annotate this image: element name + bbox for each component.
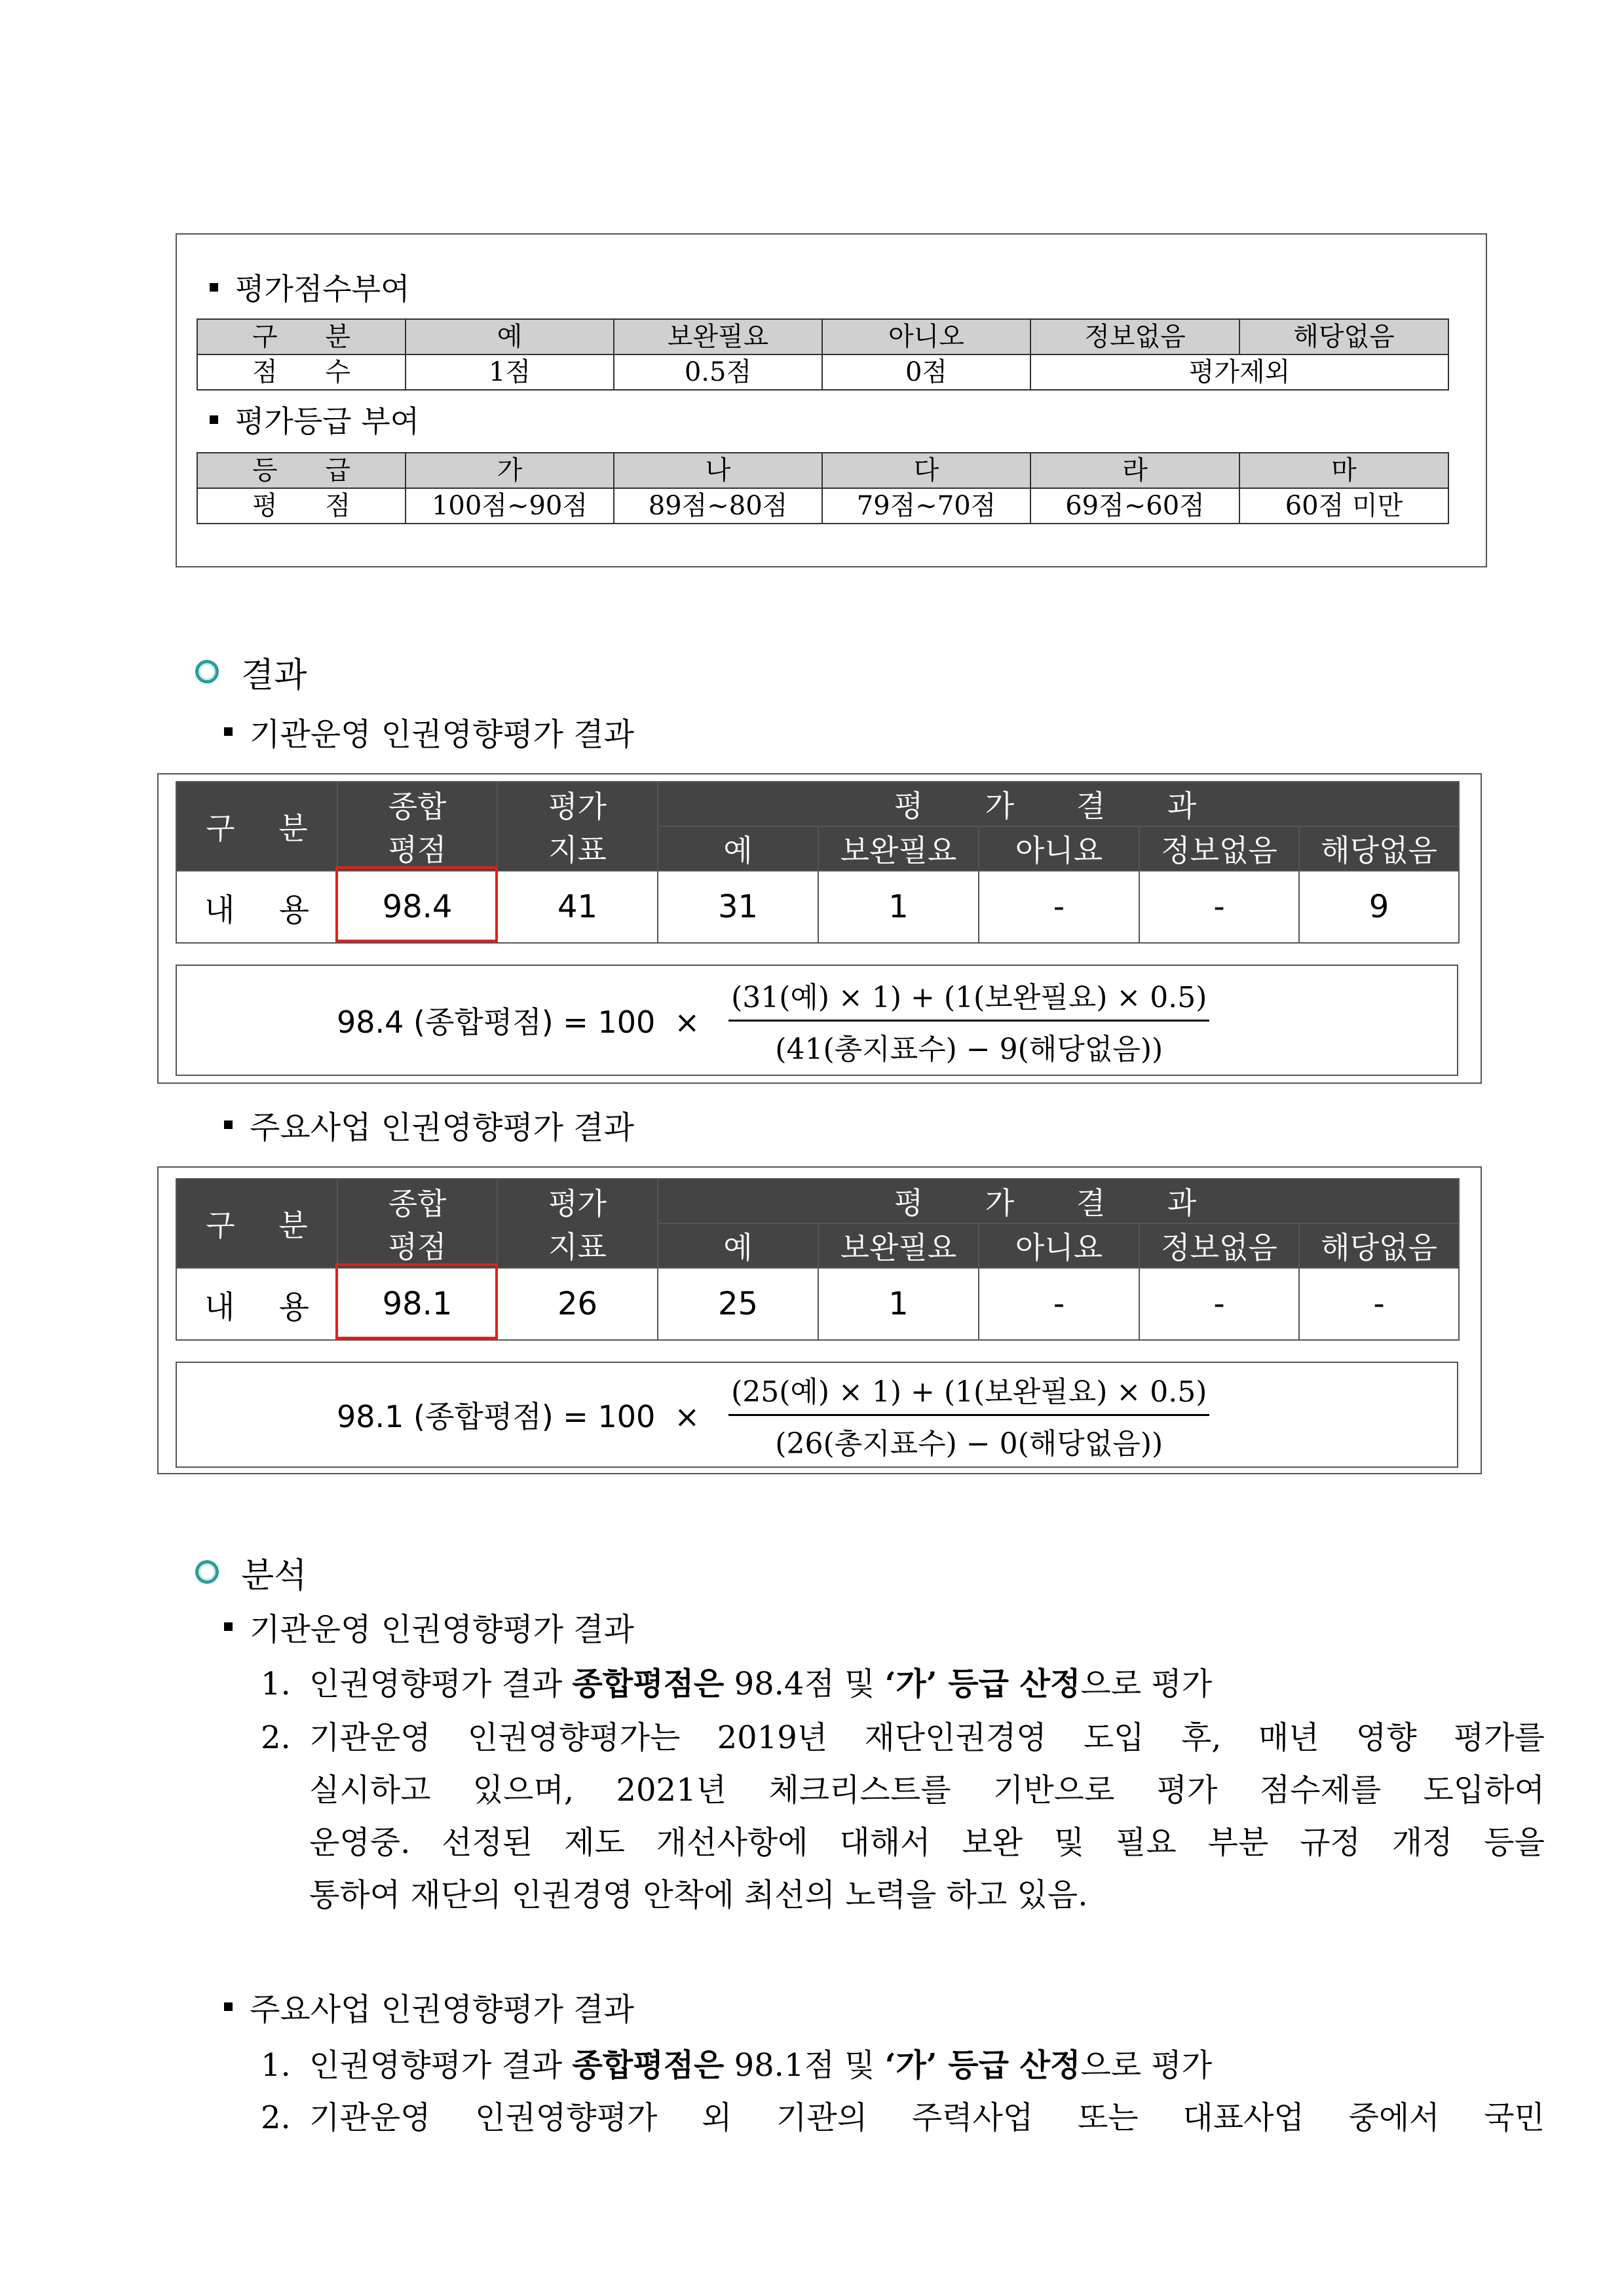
header-eval-result: 평 가 결 과 <box>658 1179 1459 1223</box>
indicator-count: 26 <box>497 1268 658 1340</box>
header-no-info: 정보없음 <box>1139 1223 1299 1268</box>
header-indicators: 평가 지표 <box>497 1179 658 1268</box>
indicator-count: 41 <box>497 871 658 943</box>
header-category: 구 분 <box>176 1179 337 1268</box>
results-heading: 결과 <box>195 649 307 695</box>
header-cell: 정보없음 <box>1030 319 1239 354</box>
header-eval-result: 평 가 결 과 <box>658 782 1459 826</box>
analysis-institutional-item-1: 1. 인권영향평가 결과 종합평점은 98.4점 및 ‘가’ 등급 산정으로 평가 <box>261 1666 1213 1702</box>
header-cell: 라 <box>1030 453 1239 488</box>
header-cell: 해당없음 <box>1239 319 1448 354</box>
header-cell: 등 급 <box>197 453 406 488</box>
header-cell: 아니오 <box>822 319 1030 354</box>
header-category: 구 분 <box>176 782 337 871</box>
header-not-applicable: 해당없음 <box>1299 1223 1459 1268</box>
table-cell: 0.5점 <box>614 354 822 390</box>
analysis-major-heading: 주요사업 인권영향평가 결과 <box>224 1985 634 2027</box>
institutional-result-heading: 기관운영 인권영향평가 결과 <box>224 710 634 752</box>
analysis-major-item-1: 1. 인권영향평가 결과 종합평점은 98.1점 및 ‘가’ 등급 산정으로 평가 <box>261 2047 1213 2084</box>
grade-table-header <box>197 453 1448 488</box>
not-applicable-count: - <box>1299 1268 1459 1340</box>
row-label: 내 용 <box>176 871 337 943</box>
header-yes: 예 <box>658 826 818 871</box>
table-cell: 평가제외 <box>1030 354 1448 390</box>
header-no: 아니요 <box>979 826 1139 871</box>
table-cell: 60점 미만 <box>1239 488 1448 524</box>
major-result-heading: 주요사업 인권영향평가 결과 <box>224 1103 634 1145</box>
yes-count: 31 <box>658 871 818 943</box>
no-info-count: - <box>1139 871 1299 943</box>
circle-bullet-icon <box>195 660 219 683</box>
not-applicable-count: 9 <box>1299 871 1459 943</box>
square-bullet-icon <box>224 1622 233 1631</box>
score-heading: 평가점수부여 <box>210 267 410 307</box>
formula-denominator: (26(총지표수) − 0(해당없음)) <box>775 1426 1163 1461</box>
header-cell: 가 <box>406 453 614 488</box>
table-cell: 89점~80점 <box>614 488 822 524</box>
header-needs-improvement: 보완필요 <box>818 826 979 871</box>
header-cell: 마 <box>1239 453 1448 488</box>
overall-score: 98.4 <box>337 871 497 943</box>
grade-heading: 평가등급 부여 <box>210 400 419 439</box>
header-needs-improvement: 보완필요 <box>818 1223 979 1268</box>
no-count: - <box>979 871 1139 943</box>
analysis-heading: 분석 <box>195 1549 307 1595</box>
formula-fraction <box>728 1368 1209 1462</box>
formula-fraction <box>728 974 1209 1067</box>
header-cell: 구 분 <box>197 319 406 354</box>
analysis-major-item-2: 2. 기관운영 인권영향평가 외 기관의 주력사업 또는 대표사업 중에서 국민 <box>261 2099 1545 2136</box>
header-cell: 다 <box>822 453 1030 488</box>
major-result-box <box>157 1166 1482 1474</box>
yes-count: 25 <box>658 1268 818 1340</box>
formula-numerator: (25(예) × 1) + (1(보완필요) × 0.5) <box>728 1368 1209 1416</box>
header-cell: 예 <box>406 319 614 354</box>
header-cell: 보완필요 <box>614 319 822 354</box>
table-cell: 69점~60점 <box>1030 488 1239 524</box>
score-table <box>197 318 1449 391</box>
score-table-header <box>197 319 1448 354</box>
table-cell: 0점 <box>822 354 1030 390</box>
score-table-row <box>197 354 1448 390</box>
header-overall: 종합 평점 <box>337 1179 497 1268</box>
analysis-institutional-heading: 기관운영 인권영향평가 결과 <box>224 1605 634 1647</box>
formula-numerator: (31(예) × 1) + (1(보완필요) × 0.5) <box>728 974 1209 1022</box>
formula-left: 98.1 (종합평점) = 100 × <box>337 1399 700 1434</box>
highlight-box <box>335 1263 498 1339</box>
table-cell: 100점~90점 <box>406 488 614 524</box>
header-no-info: 정보없음 <box>1139 826 1299 871</box>
header-overall: 종합 평점 <box>337 782 497 871</box>
square-bullet-icon <box>210 283 218 292</box>
analysis-institutional-item-2: 2. 기관운영 인권영향평가는 2019년 재단인권경영 도입 후, 매년 영향 평가를 실시하고 있으며, 2021년 체크리스트를 기반으로 평가 점수제를 도입하여 운영중. 선정된 제도 개선사항에 대해서 보완 및 필요 부분 규정 개정 등을 통하여 재단의 인권경영 안착에 최선의 노력을 하고 있음. <box>261 1719 1545 1913</box>
table-cell: 점 수 <box>197 354 406 390</box>
table-cell: 평 점 <box>197 488 406 524</box>
highlight-box <box>335 866 498 942</box>
square-bullet-icon <box>224 1120 233 1129</box>
no-count: - <box>979 1268 1139 1340</box>
grade-table <box>197 452 1449 524</box>
header-cell: 나 <box>614 453 822 488</box>
scoring-criteria-box <box>176 233 1487 567</box>
header-yes: 예 <box>658 1223 818 1268</box>
table-cell: 79점~70점 <box>822 488 1030 524</box>
table-cell: 1점 <box>406 354 614 390</box>
circle-bullet-icon <box>195 1560 219 1584</box>
institutional-result-box <box>157 773 1482 1084</box>
header-no: 아니요 <box>979 1223 1139 1268</box>
institutional-formula <box>176 965 1458 1076</box>
overall-score: 98.1 <box>337 1268 497 1340</box>
needs-improvement-count: 1 <box>818 871 979 943</box>
square-bullet-icon <box>224 727 233 736</box>
formula-denominator: (41(총지표수) − 9(해당없음)) <box>775 1032 1163 1066</box>
header-not-applicable: 해당없음 <box>1299 826 1459 871</box>
no-info-count: - <box>1139 1268 1299 1340</box>
header-indicators: 평가 지표 <box>497 782 658 871</box>
needs-improvement-count: 1 <box>818 1268 979 1340</box>
formula-left: 98.4 (종합평점) = 100 × <box>337 1004 700 1040</box>
square-bullet-icon <box>224 2002 233 2011</box>
grade-table-row <box>197 488 1448 524</box>
square-bullet-icon <box>210 415 218 424</box>
major-formula <box>176 1362 1458 1468</box>
row-label: 내 용 <box>176 1268 337 1340</box>
